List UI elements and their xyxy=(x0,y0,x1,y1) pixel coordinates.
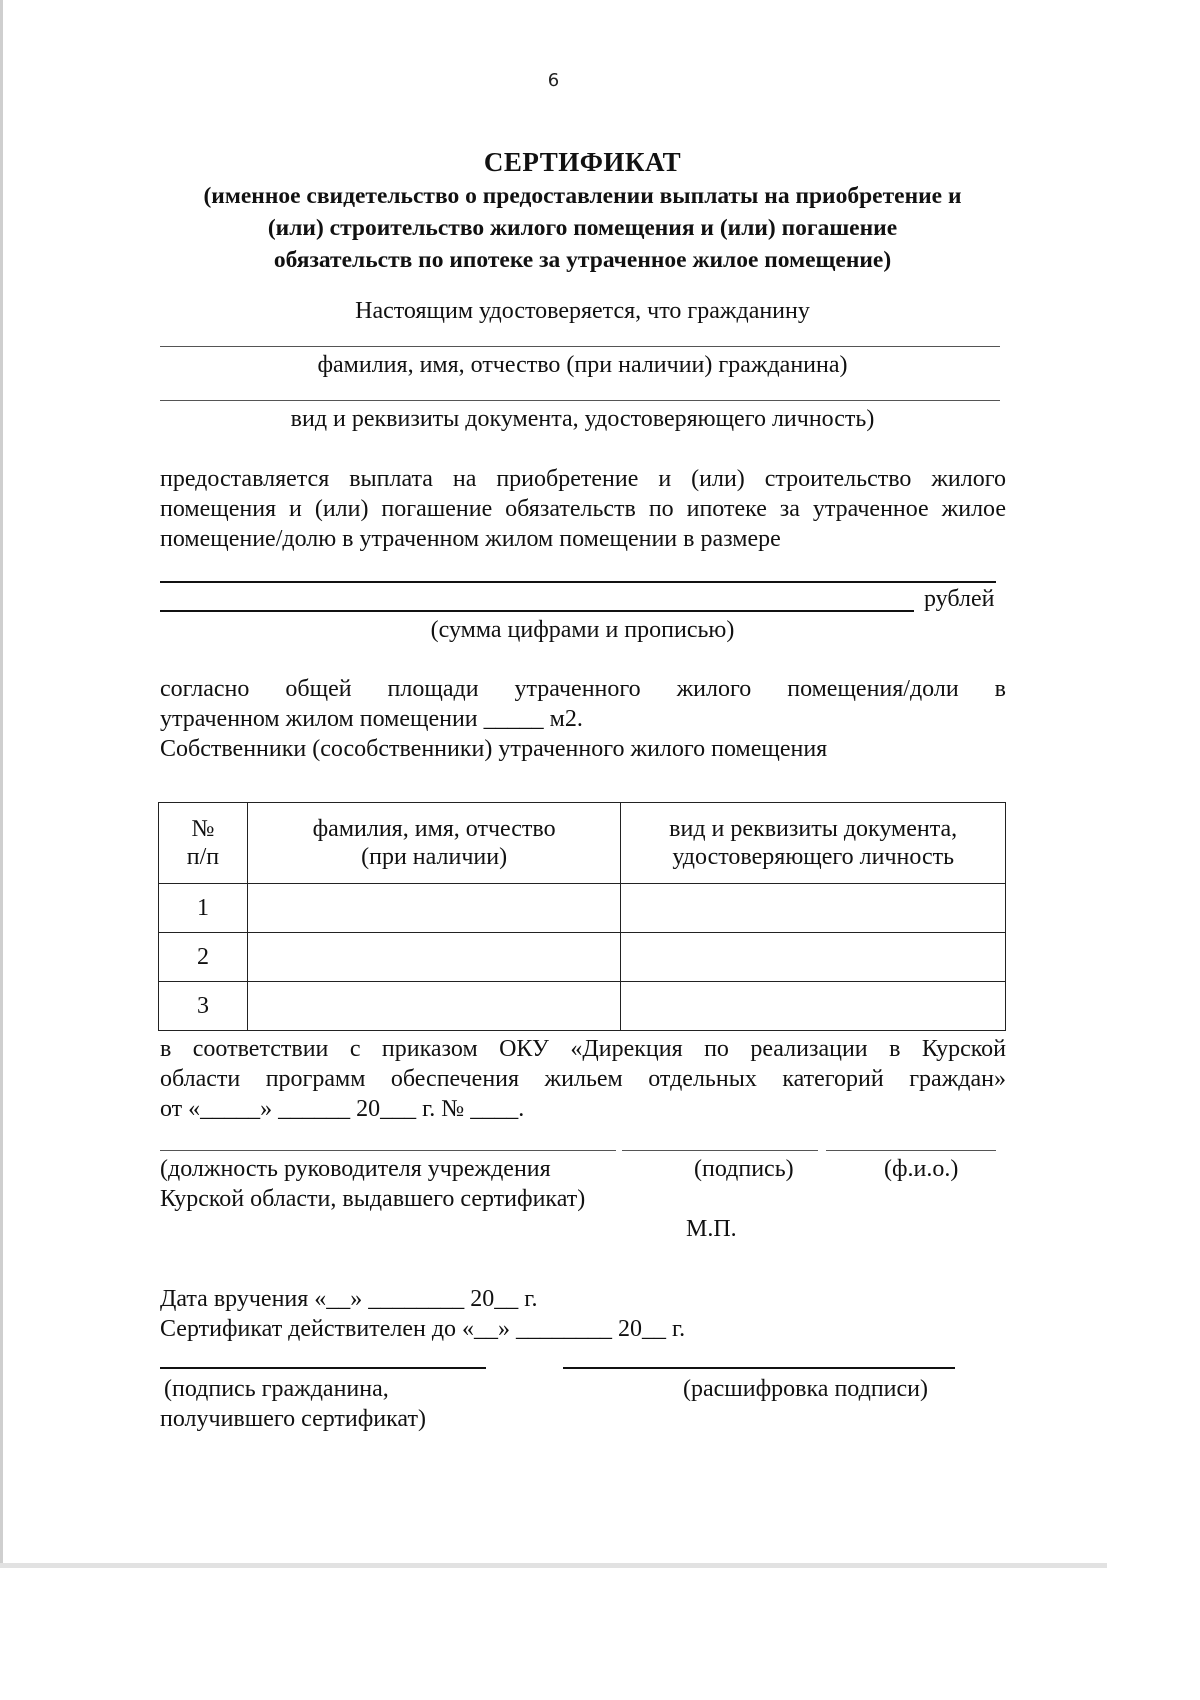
signature-decoding-label: (расшифровка подписи) xyxy=(683,1376,928,1402)
citizen-signature-label: (подпись гражданина, xyxy=(164,1376,389,1402)
currency-label: рублей xyxy=(924,586,995,612)
order-text-line: в соответствии с приказом ОКУ «Дирекция по реализации в Курской xyxy=(160,1036,1006,1062)
row-number: 1 xyxy=(159,884,248,933)
table-row xyxy=(159,982,1006,1031)
row-number: 3 xyxy=(159,982,248,1031)
area-text-line xyxy=(160,706,583,733)
fio-fill-line[interactable] xyxy=(826,1150,996,1151)
position-fill-line[interactable] xyxy=(160,1150,616,1151)
position-label: Курской области, выдавшего сертификат) xyxy=(160,1186,586,1212)
certify-text: Настоящим удостоверяется, что гражданину xyxy=(355,298,810,324)
valid-until-date[interactable]: Сертификат действителен до «__» ________ 20__ г. xyxy=(160,1316,686,1342)
row-number: 2 xyxy=(159,933,248,982)
position-label: (должность руководителя учреждения xyxy=(160,1156,551,1182)
document-cell[interactable] xyxy=(621,933,1006,982)
amount-fill-line[interactable] xyxy=(160,610,914,612)
owners-heading: Собственники (сособственники) утраченного жилого помещения xyxy=(160,736,828,762)
document-cell[interactable] xyxy=(621,982,1006,1031)
fio-fill-line[interactable] xyxy=(160,346,1000,347)
signature-label: (подпись) xyxy=(694,1156,794,1182)
table-row xyxy=(159,884,1006,933)
page-number: 6 xyxy=(547,70,560,91)
signature-decoding-line[interactable] xyxy=(563,1367,955,1369)
document-title: СЕРТИФИКАТ xyxy=(483,147,682,177)
fio-cell[interactable] xyxy=(247,933,620,982)
subtitle-line: (именное свидетельство о предоставлении выплаты на приобретение и xyxy=(203,183,962,209)
fio-cell[interactable] xyxy=(247,884,620,933)
table-header-row xyxy=(159,803,1006,884)
scan-edge-bottom xyxy=(0,1563,1107,1568)
area-text: утраченном жилом помещении xyxy=(160,706,478,732)
subtitle-line: обязательств по ипотеке за утраченное жилое помещение) xyxy=(273,247,892,273)
fio-caption: фамилия, имя, отчество (при наличии) гражданина) xyxy=(317,352,848,378)
stamp-label: М.П. xyxy=(686,1216,737,1242)
header-line: (при наличии) xyxy=(361,844,508,870)
column-header-document xyxy=(621,803,1006,884)
citizen-signature-label: получившего сертификат) xyxy=(160,1406,426,1432)
citizen-signature-line[interactable] xyxy=(160,1367,486,1369)
payment-text-line: помещения и (или) погашение обязательств по ипотеке за утраченное жилое xyxy=(160,496,1006,522)
issue-date[interactable]: Дата вручения «__» ________ 20__ г. xyxy=(160,1286,538,1312)
fio-cell[interactable] xyxy=(247,982,620,1031)
order-date-number[interactable]: от «_____» ______ 20___ г. № ____. xyxy=(160,1096,525,1122)
header-line: п/п xyxy=(186,844,220,870)
payment-text-line: предоставляется выплата на приобретение и (или) строительство жилого xyxy=(160,466,1006,492)
table-row xyxy=(159,933,1006,982)
document-subtitle xyxy=(120,180,1045,276)
column-header-fio xyxy=(247,803,620,884)
area-text-line: согласно общей площади утраченного жилого помещения/доли в xyxy=(160,676,1006,702)
order-text-line: области программ обеспечения жильем отдельных категорий граждан» xyxy=(160,1066,1006,1092)
subtitle-line: (или) строительство жилого помещения и (или) погашение xyxy=(267,215,898,241)
signature-fill-line[interactable] xyxy=(622,1150,818,1151)
header-line: вид и реквизиты документа, xyxy=(669,816,958,842)
header-line: № xyxy=(191,816,215,842)
scan-edge-left xyxy=(0,0,3,1568)
amount-fill-line[interactable] xyxy=(160,581,996,583)
payment-text-line: помещение/долю в утраченном жилом помещении в размере xyxy=(160,526,781,552)
fio-label: (ф.и.о.) xyxy=(884,1156,959,1182)
area-unit: м2. xyxy=(549,706,583,732)
header-line: удостоверяющего личность xyxy=(672,844,955,870)
document-fill-line[interactable] xyxy=(160,400,1000,401)
document-caption: вид и реквизиты документа, удостоверяющего личность) xyxy=(290,406,875,432)
header-line: фамилия, имя, отчество xyxy=(312,816,556,842)
amount-caption: (сумма цифрами и прописью) xyxy=(430,617,735,643)
document-cell[interactable] xyxy=(621,884,1006,933)
column-header-number xyxy=(159,803,248,884)
area-blank[interactable]: _____ xyxy=(483,706,544,732)
owners-table xyxy=(158,802,1006,1031)
